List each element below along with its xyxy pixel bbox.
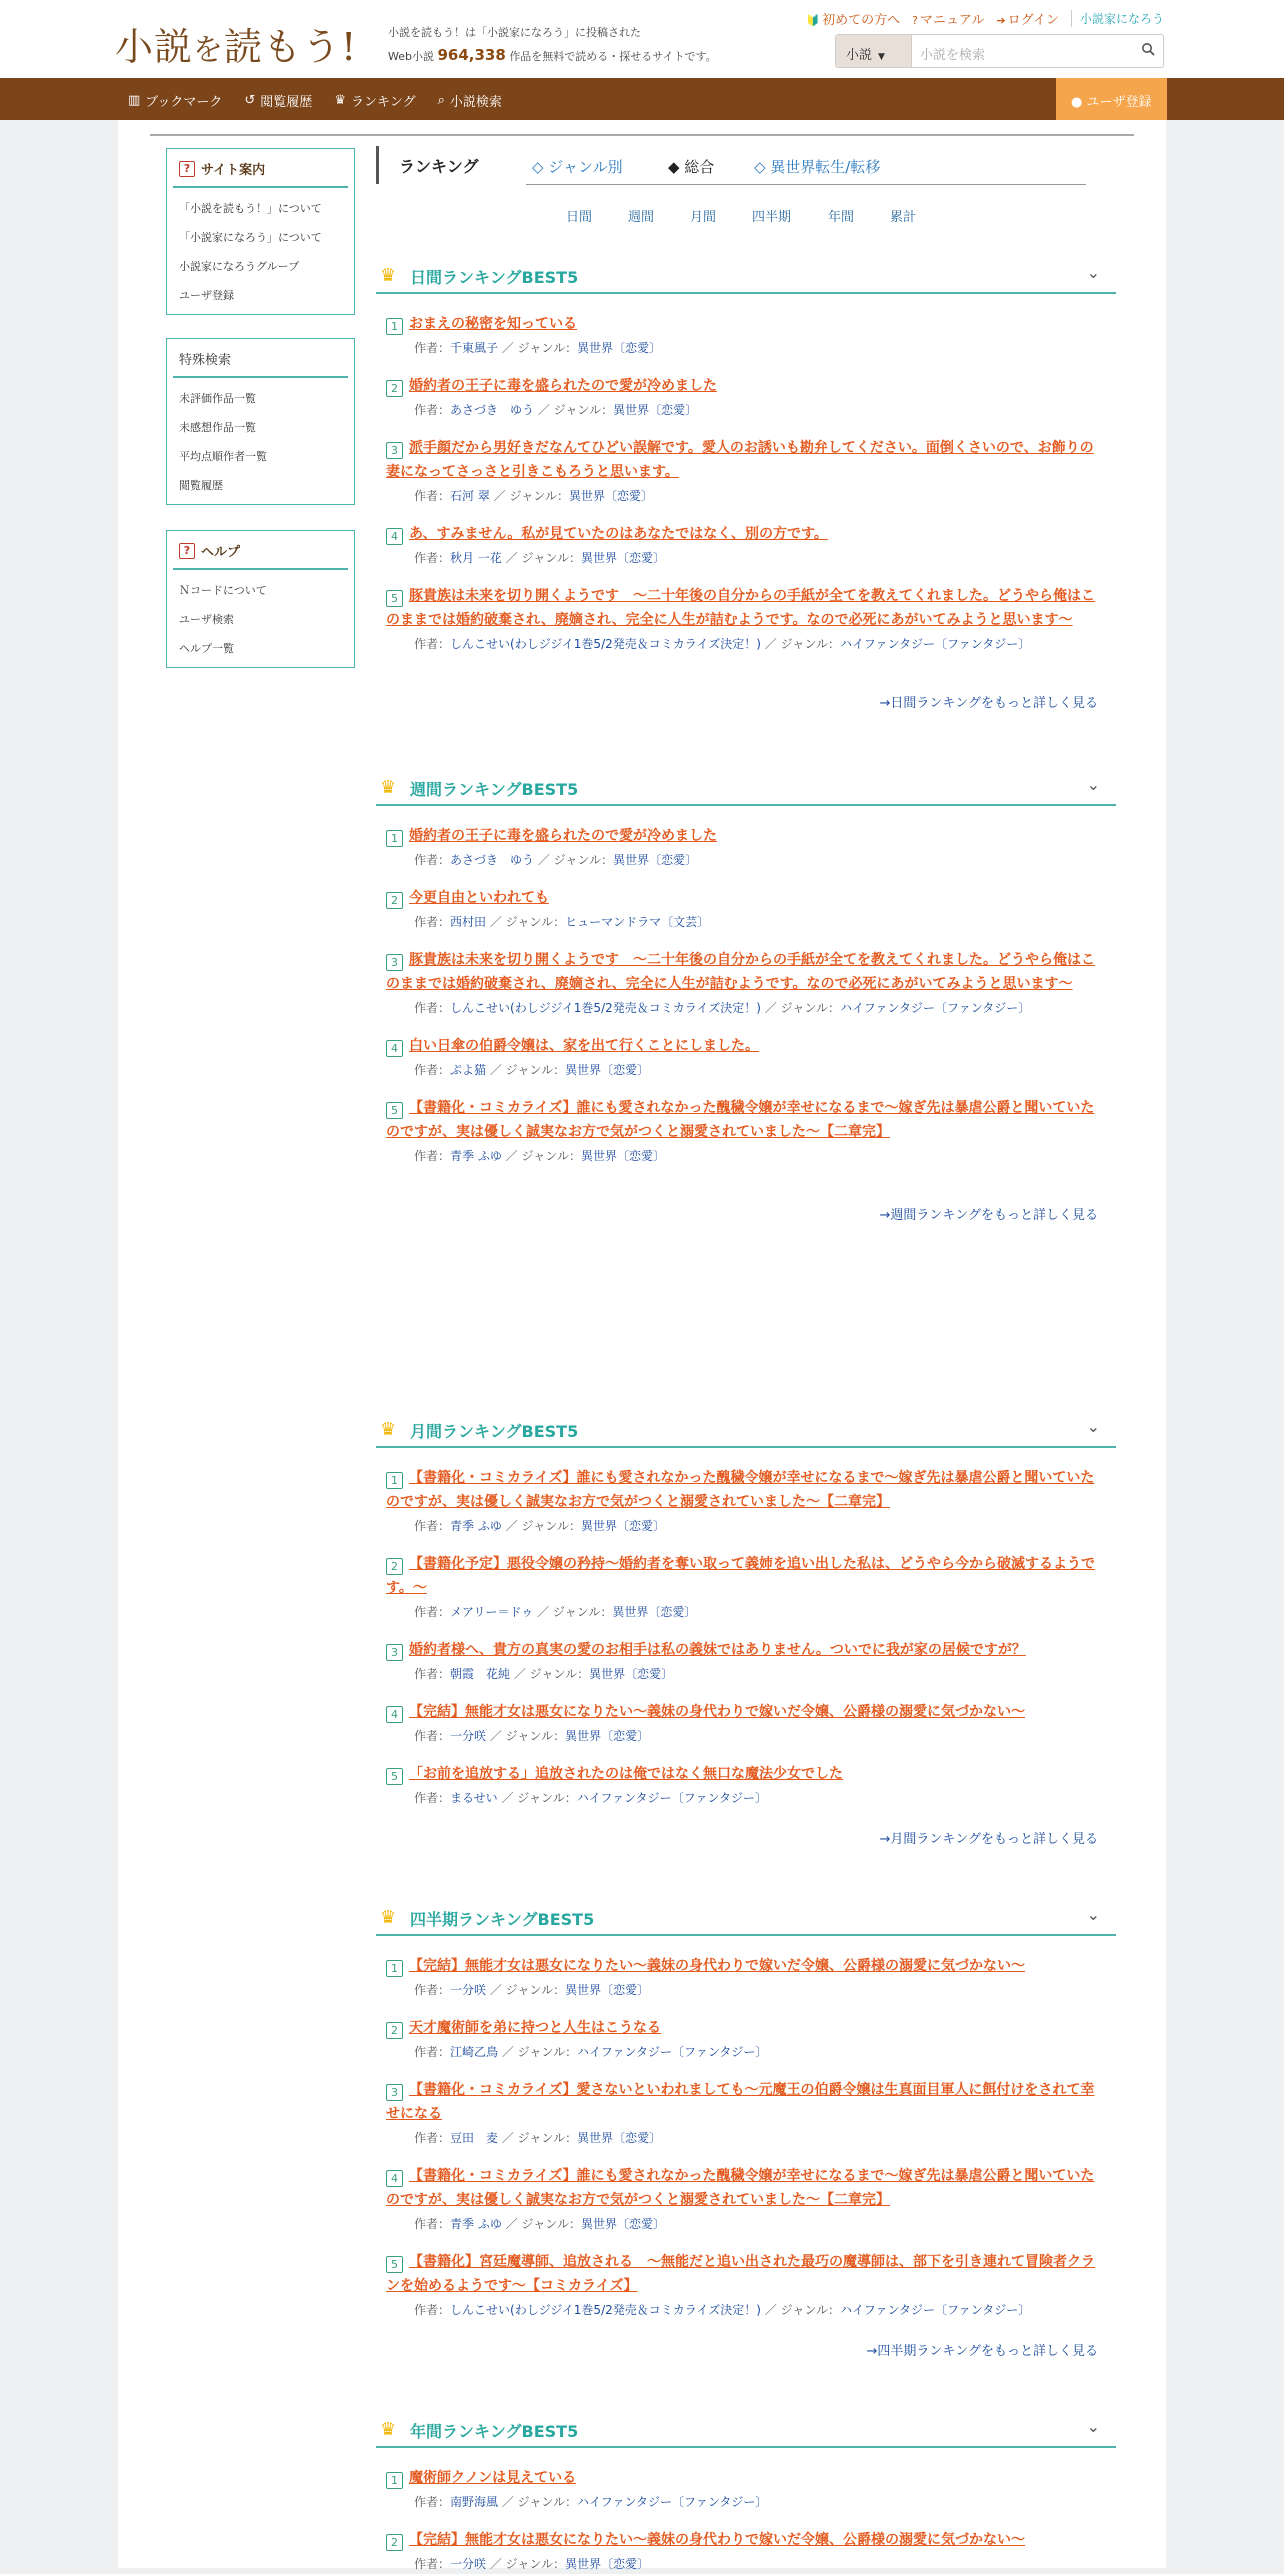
author-link[interactable]: 朝霞 花純 (450, 1667, 511, 1681)
crown-icon: ♛ (380, 1907, 397, 1928)
login-icon: ➔ (996, 14, 1006, 27)
novel-title-link[interactable]: 【完結】無能才女は悪女になりたい～義妹の身代わりで嫁いだ令嬢、公爵様の溺愛に気づかない～ (409, 1704, 1025, 1720)
more-link[interactable]: →四半期ランキングをもっと詳しく見る (866, 2344, 1098, 2359)
genre-label: ／ ジャンル： (489, 915, 566, 929)
ranking-entry (386, 2016, 1106, 2062)
author-label: 作者： (414, 1983, 451, 1997)
sidebar-item[interactable]: 平均点順作者一覧 (179, 450, 267, 463)
genre-link[interactable]: 異世界〔恋愛〕 (565, 1729, 650, 1743)
rank-badge: 3 (386, 442, 403, 459)
sidebar-item[interactable]: 小説家になろうグループ (179, 260, 300, 273)
genre-label: ／ ジャンル： (505, 551, 581, 565)
author-label: 作者： (414, 853, 451, 867)
author-link[interactable]: 石河 翠 (450, 489, 490, 503)
tab-genre[interactable]: ◇ ジャンル別 (532, 158, 623, 176)
ranking-entry (386, 1034, 1106, 1080)
genre-link[interactable]: 異世界〔恋愛〕 (580, 1149, 665, 1163)
sidebar-item[interactable]: ユーザ検索 (179, 613, 234, 626)
ranking-section-yearly (376, 2408, 1116, 2571)
genre-label: ／ ジャンル： (501, 1791, 577, 1805)
rank-badge: 1 (386, 318, 403, 335)
author-label: 作者： (414, 2495, 451, 2509)
genre-label: ／ ジャンル： (489, 1063, 566, 1077)
sidebar-heading: 特殊検索 (179, 353, 232, 368)
genre-label: ／ ジャンル： (537, 403, 614, 417)
chevron-down-icon: ▼ (878, 52, 885, 62)
sidebar-heading: サイト案内 (201, 163, 266, 178)
author-link[interactable]: 一分咲 (450, 2557, 487, 2571)
ranking-entry (386, 824, 1106, 870)
ranking-entry (386, 1552, 1106, 1622)
author-link[interactable]: 西村田 (450, 915, 487, 929)
genre-link[interactable]: 異世界〔恋愛〕 (613, 853, 698, 867)
genre-link[interactable]: ハイファンタジー〔ファンタジー〕 (576, 1791, 767, 1805)
novel-title-link[interactable]: 魔術師クノンは見えている (409, 2470, 577, 2486)
section-title: 四半期ランキングBEST5 (410, 1910, 595, 1929)
nav-history[interactable]: ↺ 閲覧履歴 (244, 93, 313, 110)
genre-link[interactable]: 異世界〔恋愛〕 (580, 2217, 665, 2231)
ranking-section-quarterly (376, 1896, 1116, 2359)
ranking-entry (386, 948, 1106, 1018)
genre-link[interactable]: 異世界〔恋愛〕 (613, 403, 698, 417)
content-wrapper (118, 120, 1166, 2571)
period-quarterly[interactable]: 四半期 (752, 210, 792, 225)
more-link[interactable]: →週間ランキングをもっと詳しく見る (879, 1208, 1098, 1223)
genre-label: ／ ジャンル： (537, 853, 614, 867)
sidebar-item[interactable]: 「小説を読もう！」について (179, 202, 322, 215)
author-label: 作者： (414, 2045, 451, 2059)
genre-label: ／ ジャンル： (764, 637, 841, 651)
genre-label: ／ ジャンル： (764, 2303, 841, 2317)
rank-badge: 2 (386, 1558, 403, 1575)
author-label: 作者： (414, 403, 451, 417)
sidebar-item[interactable]: 「小説家になろう」について (179, 231, 322, 244)
author-link[interactable]: 千東風子 (450, 341, 499, 355)
novel-title-link[interactable]: 【書籍化・コミカライズ】誰にも愛されなかった醜穢令嬢が幸せになるまで〜嫁ぎ先は暴虐公爵と聞いていたのですが、実は優しく誠実なお方で気がつくと溺愛されていました〜【二章完】 (386, 1100, 1095, 1140)
genre-label: ／ ジャンル： (489, 2557, 566, 2571)
site-logo[interactable]: 小説を読もう! (115, 25, 358, 69)
nav-bookmark[interactable]: ▥ ブックマーク (128, 93, 223, 110)
genre-label: ／ ジャンル： (537, 1605, 613, 1619)
crown-icon: ♛ (380, 2419, 397, 2440)
tagline: 小説を読もう！は「小説家になろう」に投稿された (388, 26, 641, 39)
nav-search[interactable]: ⌕ 小説検索 (437, 93, 502, 110)
author-label: 作者： (414, 1791, 451, 1805)
genre-link[interactable]: 異世界〔恋愛〕 (568, 489, 653, 503)
genre-label: ／ ジャンル： (501, 2131, 578, 2145)
manual-link[interactable]: ? マニュアル (912, 13, 985, 28)
genre-label: ／ ジャンル： (489, 1729, 566, 1743)
crown-icon: ♛ (380, 1419, 397, 1440)
rank-badge: 1 (386, 830, 403, 847)
author-link[interactable]: 豆田 麦 (450, 2131, 499, 2145)
sidebar-item[interactable]: Ｎコードについて (179, 584, 267, 597)
genre-label: ／ ジャンル： (764, 1001, 841, 1015)
novel-title-link[interactable]: 婚約者の王子に毒を盛られたので愛が冷めました (409, 378, 717, 394)
genre-link[interactable]: 異世界〔恋愛〕 (565, 1983, 650, 1997)
ranking-entry (386, 1638, 1106, 1684)
crown-icon: ♛ (380, 265, 397, 286)
section-title: 日間ランキングBEST5 (410, 268, 579, 287)
sidebar-heading: ヘルプ (201, 545, 241, 560)
genre-link[interactable]: 異世界〔恋愛〕 (577, 341, 662, 355)
chevron-down-icon[interactable]: ⌄ (1086, 1905, 1100, 1924)
author-label: 作者： (414, 2557, 451, 2571)
author-label: 作者： (414, 637, 451, 651)
history-icon: ↺ (244, 93, 256, 108)
search-bar (835, 34, 1164, 68)
rank-badge: 3 (386, 1644, 403, 1661)
novel-title-link[interactable]: 【書籍化・コミカライズ】誰にも愛されなかった醜穢令嬢が幸せになるまで〜嫁ぎ先は暴虐公爵と聞いていたのですが、実は優しく誠実なお方で気がつくと溺愛されていました〜【二章完】 (386, 2168, 1095, 2208)
author-link[interactable]: しんこせい(わしジジイ1巻5/2発売＆コミカライズ決定！) (450, 2303, 761, 2317)
rank-badge: 1 (386, 1960, 403, 1977)
narou-brand-link[interactable]: 小説家になろう (1071, 10, 1164, 27)
site-header (0, 0, 1284, 78)
genre-link[interactable]: 異世界〔恋愛〕 (577, 2131, 662, 2145)
question-icon: ? (912, 14, 918, 27)
novel-title-link[interactable]: 【書籍化・コミカライズ】誰にも愛されなかった醜穢令嬢が幸せになるまで〜嫁ぎ先は暴虐公爵と聞いていたのですが、実は優しく誠実なお方で気がつくと溺愛されていました〜【二章完】 (386, 1470, 1095, 1510)
novel-title-link[interactable]: 派手顔だから男好きだなんてひどい誤解です。愛人のお誘いも勘弁してください。面倒くさいので、お飾りの妻になってさっさと引きこもろうと思います。 (386, 440, 1094, 480)
author-link[interactable]: しんこせい(わしジジイ1巻5/2発売＆コミカライズ決定！) (450, 1001, 761, 1015)
search-icon: ⌕ (437, 93, 445, 108)
more-link[interactable]: →月間ランキングをもっと詳しく見る (879, 1832, 1098, 1847)
genre-link[interactable]: ハイファンタジー〔ファンタジー〕 (840, 2303, 1031, 2317)
genre-label: ／ ジャンル： (501, 341, 578, 355)
sidebar-item[interactable]: 閲覧履歴 (179, 479, 223, 492)
genre-label: ／ ジャンル： (505, 1149, 581, 1163)
genre-link[interactable]: 異世界〔恋愛〕 (565, 1063, 650, 1077)
ranking-entry (386, 2164, 1106, 2234)
novel-title-link[interactable]: 豚貴族は未来を切り開くようです ～二十年後の自分からの手紙が全てを教えてくれました。どうやら俺はこのままでは婚約破棄され、廃嫡され、完全に人生が詰むようです。なので必死にあがいてみようと思います～ (386, 588, 1095, 628)
author-label: 作者： (414, 2303, 451, 2317)
search-input[interactable]: 小説を検索 (920, 48, 986, 63)
author-label: 作者： (414, 341, 451, 355)
author-link[interactable]: ぷよ猫 (450, 1063, 487, 1077)
novel-title-link[interactable]: 今更自由といわれても (409, 890, 549, 906)
sidebar-item[interactable]: ユーザ登録 (179, 289, 234, 302)
author-label: 作者： (414, 489, 451, 503)
author-label: 作者： (414, 1519, 451, 1533)
rank-badge: 3 (386, 2084, 403, 2101)
novel-title-link[interactable]: あ、すみません。私が見ていたのはあなたではなく、別の方です。 (409, 526, 828, 542)
rank-badge: 2 (386, 380, 403, 397)
ranking-entry (386, 1762, 1106, 1808)
author-link[interactable]: 一分咲 (450, 1729, 487, 1743)
ranking-entry (386, 1700, 1106, 1746)
sidebar-item[interactable]: 未感想作品一覧 (179, 421, 256, 434)
sidebar-item[interactable]: ヘルプ一覧 (179, 642, 234, 655)
author-label: 作者： (414, 1667, 451, 1681)
novel-title-link[interactable]: 「お前を追放する」追放されたのは俺ではなく無口な魔法少女でした (409, 1766, 843, 1782)
ranking-entry (386, 522, 1106, 568)
bookmark-icon: ▥ (128, 93, 141, 108)
genre-link[interactable]: ハイファンタジー〔ファンタジー〕 (577, 2495, 768, 2509)
ranking-entry (386, 2528, 1106, 2574)
author-label: 作者： (414, 915, 451, 929)
genre-link[interactable]: 異世界〔恋愛〕 (565, 2557, 650, 2571)
ranking-entry (386, 584, 1106, 654)
author-link[interactable]: 南野海風 (450, 2495, 499, 2509)
genre-link[interactable]: 異世界〔恋愛〕 (580, 551, 665, 565)
chevron-down-icon[interactable]: ⌄ (1086, 2417, 1100, 2436)
author-label: 作者： (414, 1729, 451, 1743)
novel-title-link[interactable]: 天才魔術師を弟に持つと人生はこうなる (409, 2020, 661, 2036)
user-icon: ● (1071, 95, 1083, 110)
author-link[interactable]: あさづき ゆう (450, 403, 535, 417)
author-link[interactable]: 秋月 一花 (450, 551, 502, 565)
genre-label: ／ ジャンル： (501, 2495, 578, 2509)
rank-badge: 4 (386, 1706, 403, 1723)
author-link[interactable]: 青季 ふゆ (450, 1519, 502, 1533)
section-title: 年間ランキングBEST5 (410, 2422, 579, 2441)
rank-badge: 3 (386, 954, 403, 971)
author-label: 作者： (414, 1149, 451, 1163)
novel-title-link[interactable]: 婚約者の王子に毒を盛られたので愛が冷めました (409, 828, 717, 844)
ranking-entry (386, 1096, 1106, 1166)
author-link[interactable]: メアリー＝ドゥ (450, 1605, 534, 1619)
ranking-section-daily (376, 254, 1116, 711)
genre-link[interactable]: 異世界〔恋愛〕 (612, 1605, 697, 1619)
rank-badge: 2 (386, 892, 403, 909)
tab-isekai[interactable]: ◇ 異世界転生/転移 (754, 158, 881, 176)
novel-title-link[interactable]: 白い日傘の伯爵令嬢は、家を出て行くことにしました。 (409, 1038, 759, 1054)
genre-link[interactable]: ハイファンタジー〔ファンタジー〕 (840, 1001, 1031, 1015)
period-links (376, 206, 1076, 226)
rank-badge: 1 (386, 2472, 403, 2489)
sidebar-help (166, 530, 355, 668)
chevron-down-icon[interactable]: ⌄ (1086, 775, 1100, 794)
genre-link[interactable]: ハイファンタジー〔ファンタジー〕 (840, 637, 1031, 651)
beginner-icon: 🔰 (806, 14, 821, 27)
genre-link[interactable]: 異世界〔恋愛〕 (580, 1519, 665, 1533)
genre-link[interactable]: 異世界〔恋愛〕 (589, 1667, 674, 1681)
author-link[interactable]: 青季 ふゆ (450, 1149, 502, 1163)
rank-badge: 5 (386, 590, 403, 607)
more-link[interactable]: →日間ランキングをもっと詳しく見る (879, 696, 1098, 711)
rank-badge: 4 (386, 528, 403, 545)
page-title: ランキング (376, 146, 479, 184)
section-title: 月間ランキングBEST5 (410, 1422, 579, 1441)
question-icon: ? (179, 161, 195, 177)
rank-badge: 5 (386, 1768, 403, 1785)
novel-title-link[interactable]: 【書籍化予定】悪役令嬢の矜持〜婚約者を奪い取って義姉を追い出した私は、どうやら今から破滅するようです。〜 (386, 1556, 1095, 1596)
period-weekly[interactable]: 週間 (628, 210, 655, 225)
chevron-down-icon[interactable]: ⌄ (1086, 263, 1100, 282)
beginner-link[interactable]: 🔰 初めての方へ (806, 13, 901, 28)
question-icon: ? (179, 543, 195, 559)
sidebar-special-search (166, 338, 355, 505)
period-daily[interactable]: 日間 (566, 210, 593, 225)
genre-link[interactable]: ヒューマンドラマ〔文芸〕 (565, 915, 710, 929)
login-link[interactable]: ➔ ログイン (996, 13, 1059, 28)
novel-title-link[interactable]: おまえの秘密を知っている (409, 316, 577, 332)
author-link[interactable]: あさづき ゆう (450, 853, 535, 867)
rank-badge: 2 (386, 2022, 403, 2039)
divider (150, 134, 1134, 136)
sidebar-site-guide (166, 148, 355, 315)
genre-label: ／ ジャンル： (501, 2045, 578, 2059)
novel-title-link[interactable]: 豚貴族は未来を切り開くようです ～二十年後の自分からの手紙が全てを教えてくれました。どうやら俺はこのままでは婚約破棄され、廃嫡され、完全に人生が詰むようです。なので必死にあがいてみようと思います～ (386, 952, 1095, 992)
ranking-entry (386, 1466, 1106, 1536)
search-button[interactable] (1133, 35, 1163, 67)
nav-ranking[interactable]: ♛ ランキング (334, 93, 416, 110)
sidebar-item[interactable]: 未評価作品一覧 (179, 392, 256, 405)
genre-label: ／ ジャンル： (513, 1667, 590, 1681)
genre-link[interactable]: ハイファンタジー〔ファンタジー〕 (577, 2045, 768, 2059)
crown-icon: ♛ (380, 777, 397, 798)
rank-badge: 5 (386, 1102, 403, 1119)
novel-title-link[interactable]: 【完結】無能才女は悪女になりたい～義妹の身代わりで嫁いだ令嬢、公爵様の溺愛に気づかない～ (409, 1958, 1025, 1974)
author-label: 作者： (414, 2131, 451, 2145)
ranking-entry (386, 1954, 1106, 2000)
ranking-entry (386, 2078, 1106, 2148)
rank-badge: 4 (386, 1040, 403, 1057)
ranking-entry (386, 2466, 1106, 2512)
search-type-select[interactable]: 小説 ▼ (836, 35, 912, 67)
search-icon (1141, 42, 1155, 56)
section-title: 週間ランキングBEST5 (410, 780, 579, 799)
tab-underline (526, 184, 1086, 185)
tab-overall[interactable]: ◆ 総合 (668, 158, 715, 176)
genre-label: ／ ジャンル： (489, 1983, 566, 1997)
rank-badge: 4 (386, 2170, 403, 2187)
rank-badge: 2 (386, 2534, 403, 2551)
chevron-down-icon[interactable]: ⌄ (1086, 1417, 1100, 1436)
ranking-section-monthly (376, 1408, 1116, 1847)
crown-icon: ♛ (334, 93, 346, 108)
author-link[interactable]: まるせい (450, 1791, 498, 1805)
ranking-entry (386, 312, 1106, 358)
ranking-entry (386, 374, 1106, 420)
ranking-tabs (376, 146, 1096, 186)
rank-badge: 5 (386, 2256, 403, 2273)
author-label: 作者： (414, 551, 451, 565)
period-yearly[interactable]: 年間 (828, 210, 855, 225)
author-link[interactable]: しんこせい(わしジジイ1巻5/2発売＆コミカライズ決定！) (450, 637, 761, 651)
genre-label: ／ ジャンル： (505, 2217, 581, 2231)
period-total[interactable]: 累計 (890, 210, 917, 225)
ranking-section-weekly (376, 766, 1116, 1223)
main-nav (0, 78, 1284, 120)
ranking-entry (386, 2250, 1106, 2320)
genre-label: ／ ジャンル： (505, 1519, 581, 1533)
novel-title-link[interactable]: 【書籍化・コミカライズ】愛さないといわれましても～元魔王の伯爵令嬢は生真面目軍人に餌付けをされて幸せになる (386, 2082, 1095, 2122)
author-label: 作者： (414, 1001, 451, 1015)
author-link[interactable]: 青季 ふゆ (450, 2217, 502, 2231)
ranking-entry (386, 886, 1106, 932)
rank-badge: 1 (386, 1472, 403, 1489)
author-label: 作者： (414, 2217, 451, 2231)
work-count: Web小説 964,338 作品を無料で読める・探せるサイトです。 (388, 46, 717, 64)
author-label: 作者： (414, 1063, 451, 1077)
novel-title-link[interactable]: 婚約者様へ、貴方の真実の愛のお相手は私の義妹ではありません。ついでに我が家の居候ですが？ (409, 1642, 1026, 1658)
novel-title-link[interactable]: 【完結】無能才女は悪女になりたい～義妹の身代わりで嫁いだ令嬢、公爵様の溺愛に気づかない～ (409, 2532, 1025, 2548)
genre-label: ／ ジャンル： (493, 489, 569, 503)
period-monthly[interactable]: 月間 (690, 210, 717, 225)
author-label: 作者： (414, 1605, 451, 1619)
author-link[interactable]: 一分咲 (450, 1983, 487, 1997)
author-link[interactable]: 江崎乙鳥 (450, 2045, 499, 2059)
top-links (806, 9, 1164, 28)
ranking-entry (386, 436, 1106, 506)
user-register-button[interactable]: ● ユーザ登録 (1056, 78, 1167, 120)
novel-title-link[interactable]: 【書籍化】宮廷魔導師、追放される ～無能だと追い出された最巧の魔導師は、部下を引き連れて冒険者クランを始めるようです～【コミカライズ】 (386, 2254, 1095, 2294)
